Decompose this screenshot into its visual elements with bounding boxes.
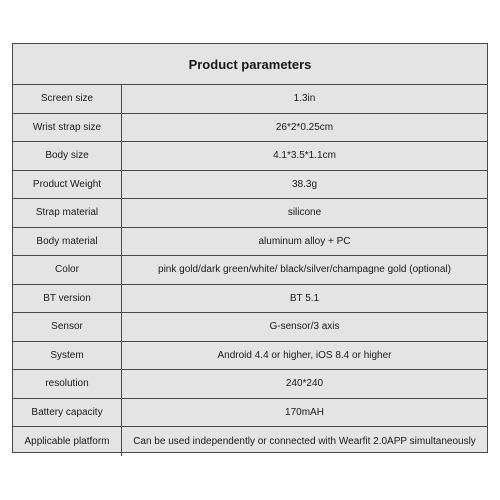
table-row: [13, 228, 487, 257]
table-row: [13, 114, 487, 143]
row-value: 38.3g: [291, 178, 318, 190]
table-row: [13, 285, 487, 314]
row-value: 170mAH: [285, 406, 324, 418]
row-value: 26*2*0.25cm: [275, 121, 334, 133]
row-value: 1.3in: [293, 93, 316, 105]
row-value: BT 5.1: [289, 292, 320, 304]
product-parameters-table: [12, 43, 488, 453]
table-row: [13, 256, 487, 285]
table-row: [13, 142, 487, 171]
table-row: [13, 313, 487, 342]
row-label: System: [13, 342, 122, 370]
table-row: [13, 399, 487, 428]
row-value: 4.1*3.5*1.1cm: [273, 150, 336, 162]
table-row: [13, 342, 487, 371]
table-title: Product parameters: [13, 44, 487, 85]
row-label: Screen size: [13, 85, 122, 113]
row-label: BT version: [13, 285, 122, 313]
row-label: Sensor: [13, 313, 122, 341]
table-row: [13, 199, 487, 228]
row-label: Color: [13, 256, 122, 284]
row-label: Body material: [13, 228, 122, 256]
row-value: G-sensor/3 axis: [269, 321, 340, 333]
row-value: aluminum alloy + PC: [258, 235, 351, 247]
table-row: [13, 171, 487, 200]
row-label: Product Weight: [13, 171, 122, 199]
row-value: silicone: [287, 207, 322, 219]
row-value: Can be used independently or connected with Wearfit 2.0APP simultaneously: [133, 435, 476, 447]
row-label: resolution: [13, 370, 122, 398]
row-label: Battery capacity: [13, 399, 122, 427]
row-value: pink gold/dark green/white/ black/silver/champagne gold (optional): [158, 264, 451, 276]
table-row: [13, 85, 487, 114]
table-row: [13, 370, 487, 399]
row-label: Body size: [13, 142, 122, 170]
row-value: Android 4.4 or higher, iOS 8.4 or higher: [217, 349, 392, 361]
row-label: Applicable platform: [13, 427, 122, 456]
row-label: Wrist strap size: [13, 114, 122, 142]
table-row: [13, 427, 487, 456]
row-label: Strap material: [13, 199, 122, 227]
row-value: 240*240: [285, 378, 324, 390]
